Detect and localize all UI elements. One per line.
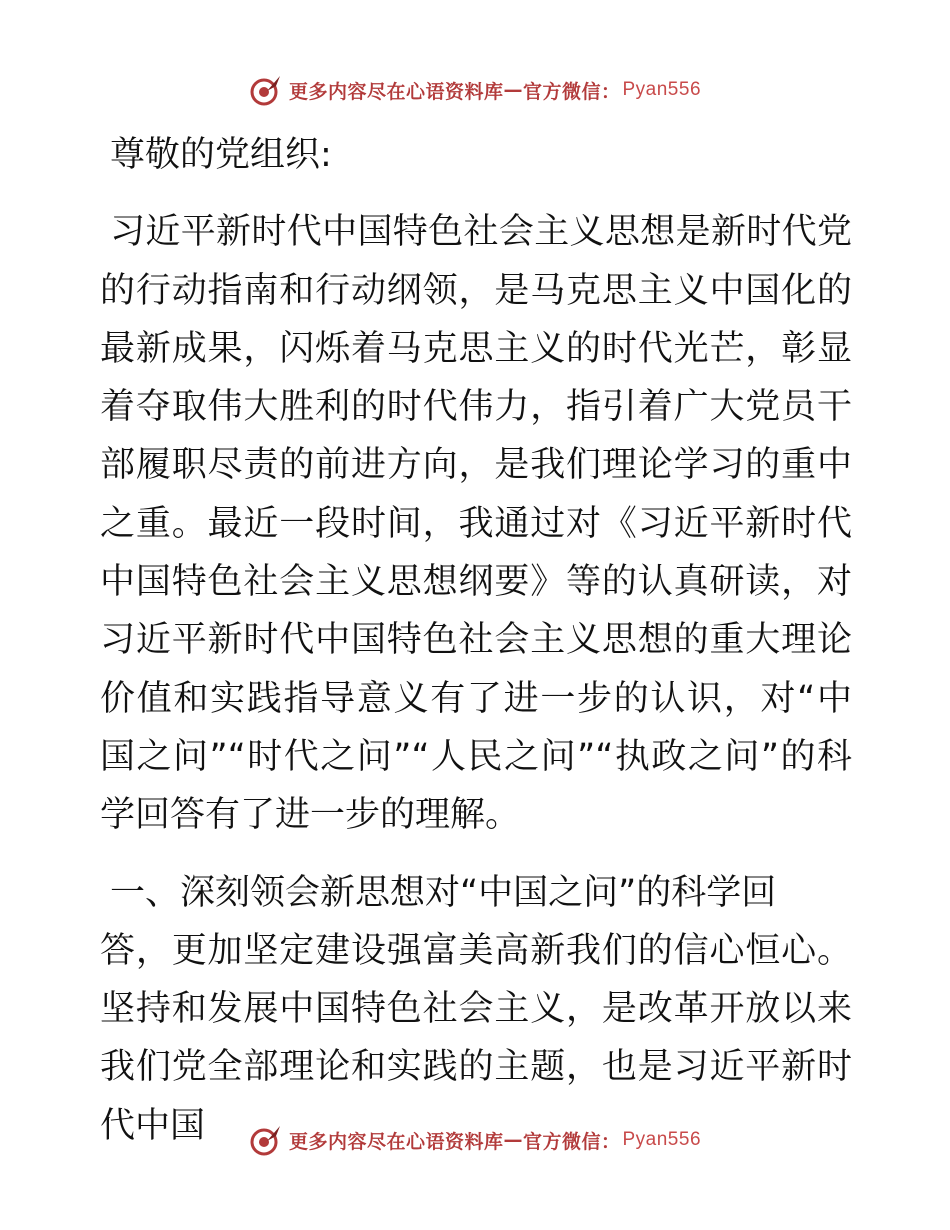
watermark-separator: — <box>503 1129 523 1151</box>
watermark-brand-text: 更多内容尽在心语资料库 <box>288 1130 504 1153</box>
watermark-brand-text: 更多内容尽在心语资料库 <box>288 80 504 103</box>
section-heading: 一、深刻领会新思想对“中国之问”的科学回 <box>110 872 777 913</box>
salutation: 尊敬的党组织: <box>110 135 332 175</box>
quill-logo-icon <box>249 73 283 107</box>
watermark-account: Pyan556 <box>622 79 702 100</box>
paragraph-section-one: 答，更加坚定建设强富美高新我们的信心恒心。坚持和发展中国特色社会主义，是改革开放以来我们党全部理论和实践的主题，也是习近平新时代中国 <box>100 930 852 1146</box>
watermark-official-label: 官方微信： <box>522 1130 621 1153</box>
document-body <box>100 126 852 1155</box>
quill-logo-icon <box>249 1123 283 1157</box>
watermark-account: Pyan556 <box>622 1129 702 1150</box>
paragraph-intro: 习近平新时代中国特色社会主义思想是新时代党的行动指南和行动纲领，是马克思主义中国化的最新成果，闪烁着马克思主义的时代光芒，彰显着夺取伟大胜利的时代伟力，指引着广大党员干部履职尽责的前进方向，是我们理论学习的重中之重。最近一段时间，我通过对《习近平新时代中国特色社会主义思想纲要》等的认真研读，对习近平新时代中国特色社会主义思想的重大理论价值和实践指导意义有了进一步的认识，对“中国之问”“时代之问”“人民之问”“执政之问”的科学回答有了进一步的理解。 <box>100 212 852 836</box>
watermark-separator: — <box>503 79 523 101</box>
header-watermark <box>0 70 950 110</box>
footer-watermark <box>0 1120 950 1160</box>
watermark-official-label: 官方微信： <box>522 80 621 103</box>
